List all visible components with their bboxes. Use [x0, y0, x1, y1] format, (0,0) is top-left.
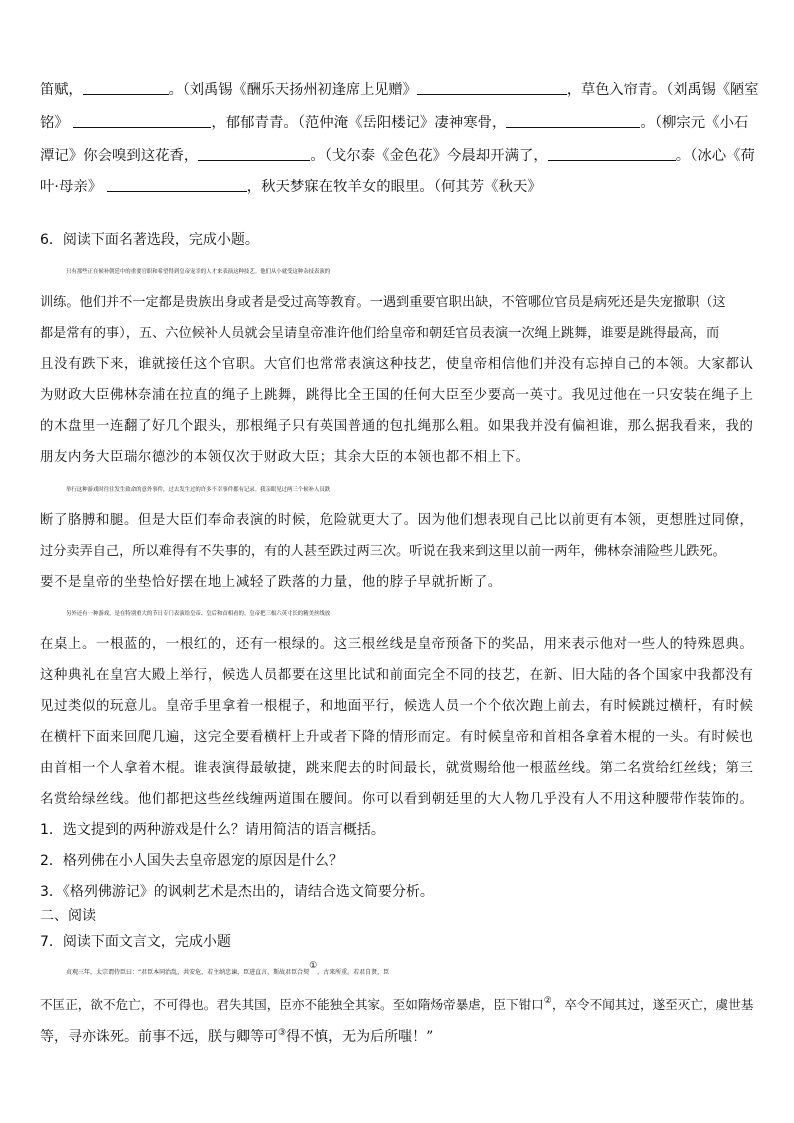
passage-line: 举行这种游戏时往往发生致命的意外事件，过去发生过的许多不幸事件都有记录。我亲眼见过两三个候补人员跌 — [66, 487, 331, 493]
classical-passage-line — [66, 963, 786, 983]
answer-blank[interactable] — [83, 80, 169, 95]
answer-blank[interactable] — [548, 146, 676, 161]
sub-question-2: 2．格列佛在小人国失去皇帝恩宠的原因是什么？ — [40, 853, 343, 869]
classical-passage-line — [40, 995, 760, 1015]
passage-line: 名赏给绿丝线。他们都把这些丝线缠两道围在腰间。你可以看到朝廷里的大人物几乎没有人不用这种腰带作装饰的。 — [40, 792, 754, 807]
text: ，古来所重。若君自贤，臣 — [317, 969, 390, 976]
sub-question-1: 1．选文提到的两种游戏是什么？请用简洁的语言概括。 — [40, 822, 385, 838]
footnote-marker: ② — [543, 996, 552, 1006]
answer-blank[interactable] — [198, 146, 310, 161]
answer-blank[interactable] — [506, 113, 640, 128]
fill-in-line-4 — [40, 177, 760, 197]
passage-line: 过分卖弄自己，所以难得有不失事的，有的人甚至跌过两三次。听说在我来到这里以前一两年，佛林奈浦险些儿跌死。 — [40, 544, 726, 559]
text: 得不慎，无为后所嗤！” — [286, 1029, 434, 1045]
passage-line: 为财政大臣佛林奈浦在拉直的绳子上跳舞，跳得比全王国的任何大臣至少要高一英寸。我见过他在一只安装在绳子上 — [40, 388, 754, 403]
passage-line: 另外还有一种游戏，是在特别重大的节日专门表演给皇帝、皇后和首相看的。皇帝把三根六英寸长的精美丝线放 — [66, 611, 331, 617]
text: 叶·母亲》 — [40, 179, 103, 195]
question-6-title: 6．阅读下面名著选段，完成小题。 — [40, 232, 259, 248]
passage-line: 的木盘里一连翻了好几个跟头，那根绳子只有英国普通的包扎绳那么粗。如果我并没有偏袒谁，那么据我看来，我的 — [40, 419, 754, 434]
fill-in-line-1 — [40, 80, 760, 100]
answer-blank[interactable] — [73, 113, 211, 128]
text: ，草色入帘青。（刘禹锡《陋室 — [566, 82, 759, 98]
passage-line: 且没有跌下来，谁就接任这个官职。大官们也常常表演这种技艺，使皇帝相信他们并没有忘掉自己的本领。大家都认 — [40, 357, 754, 372]
passage-line: 这种典礼在皇宫大殿上举行，候选人员都要在这里比试和前面完全不同的技艺，在新、旧大陆的各个国家中我都没有 — [40, 668, 754, 683]
passage-line: 只有那些正在候补朝廷中的重要官职和希望得到皇帝宠幸的人才来表演这种技艺。他们从小就受这种杂技表演的 — [66, 269, 331, 275]
fill-in-line-2 — [40, 113, 760, 133]
text: 。（柳宗元《小石 — [640, 115, 749, 131]
text: 。（戈尔泰《金色花》今晨却开满了， — [310, 148, 548, 164]
text: ，卒令不闻其过，遂至灭亡，虞世基 — [551, 997, 754, 1012]
answer-blank[interactable] — [417, 80, 567, 95]
text: 贞观三年，太宗谓侍臣曰：“君臣本同治乱，共安危，若主纳忠谏，臣进直言，斯故君臣合契 — [66, 969, 310, 976]
text: ，郁郁青青。（范仲淹《岳阳楼记》凄神寒骨， — [211, 115, 507, 131]
text: 潭记》你会嗅到这花香， — [40, 148, 199, 164]
passage-line: 在桌上。一根蓝的，一根红的，还有一根绿的。这三根丝线是皇帝预备下的奖品，用来表示他对一些人的特殊恩典。 — [40, 637, 754, 652]
passage-line: 在横杆下面来回爬几遍，这完全要看横杆上升或者下降的情形而定。有时候皇帝和首相各拿着木棍的一头。有时候也 — [40, 730, 754, 745]
passage-line: 朋友内务大臣瑞尔德沙的本领仅次于财政大臣；其余大臣的本领也都不相上下。 — [40, 450, 530, 465]
passage-line: 见过类似的玩意儿。皇帝手里拿着一根棍子，和地面平行，候选人员一个个依次跑上前去，有时候跳过横杆，有时候 — [40, 699, 754, 714]
sub-question-3: 3．《格列佛游记》的讽刺艺术是杰出的，请结合选文简要分析。 — [40, 884, 434, 900]
passage-line: 训练。他们并不一定都是贵族出身或者是受过高等教育。一遇到重要官职出缺，不管哪位官员是病死还是失宠撤职（这 — [40, 295, 726, 310]
classical-passage-line — [40, 1027, 760, 1047]
footnote-marker: ③ — [278, 1028, 287, 1038]
text: 笛赋， — [40, 82, 83, 98]
answer-blank[interactable] — [107, 177, 247, 192]
passage-line: 都是常有的事），五、六位候补人员就会呈请皇帝准许他们给皇帝和朝廷官员表演一次绳上跳舞，谁要是跳得最高，而 — [40, 326, 720, 341]
text: ，秋天梦寐在牧羊女的眼里。（何其芳《秋天》 — [246, 179, 542, 195]
section-heading: 二、阅读 — [40, 908, 96, 924]
text: 。（冰心《荷 — [675, 148, 755, 164]
footnote-marker: ① — [309, 961, 318, 971]
text: 等，寻亦诛死。前事不远，朕与卿等可 — [40, 1029, 278, 1045]
fill-in-line-3 — [40, 146, 760, 166]
passage-line: 由首相一个人拿着木棍。谁表演得最敏捷，跳来爬去的时间最长，就赏赐给他一根蓝丝线。第二名赏给红丝线；第三 — [40, 761, 754, 776]
passage-line: 要不是皇帝的坐垫恰好摆在地上减轻了跌落的力量，他的脖子早就折断了。 — [40, 575, 502, 590]
text: 不匡正，欲不危亡，不可得也。君失其国，臣亦不能独全其家。至如隋炀帝暴虐，臣下钳口 — [40, 997, 544, 1012]
text: 铭》 — [40, 115, 69, 131]
question-7-title: 7．阅读下面文言文，完成小题 — [40, 934, 231, 950]
text: 。（刘禹锡《酬乐天扬州初逢席上见赠》 — [168, 82, 417, 98]
passage-line: 断了胳膊和腿。但是大臣们奉命表演的时候，危险就更大了。因为他们想表现自己比以前更有本领，更想胜过同僚， — [40, 513, 754, 528]
